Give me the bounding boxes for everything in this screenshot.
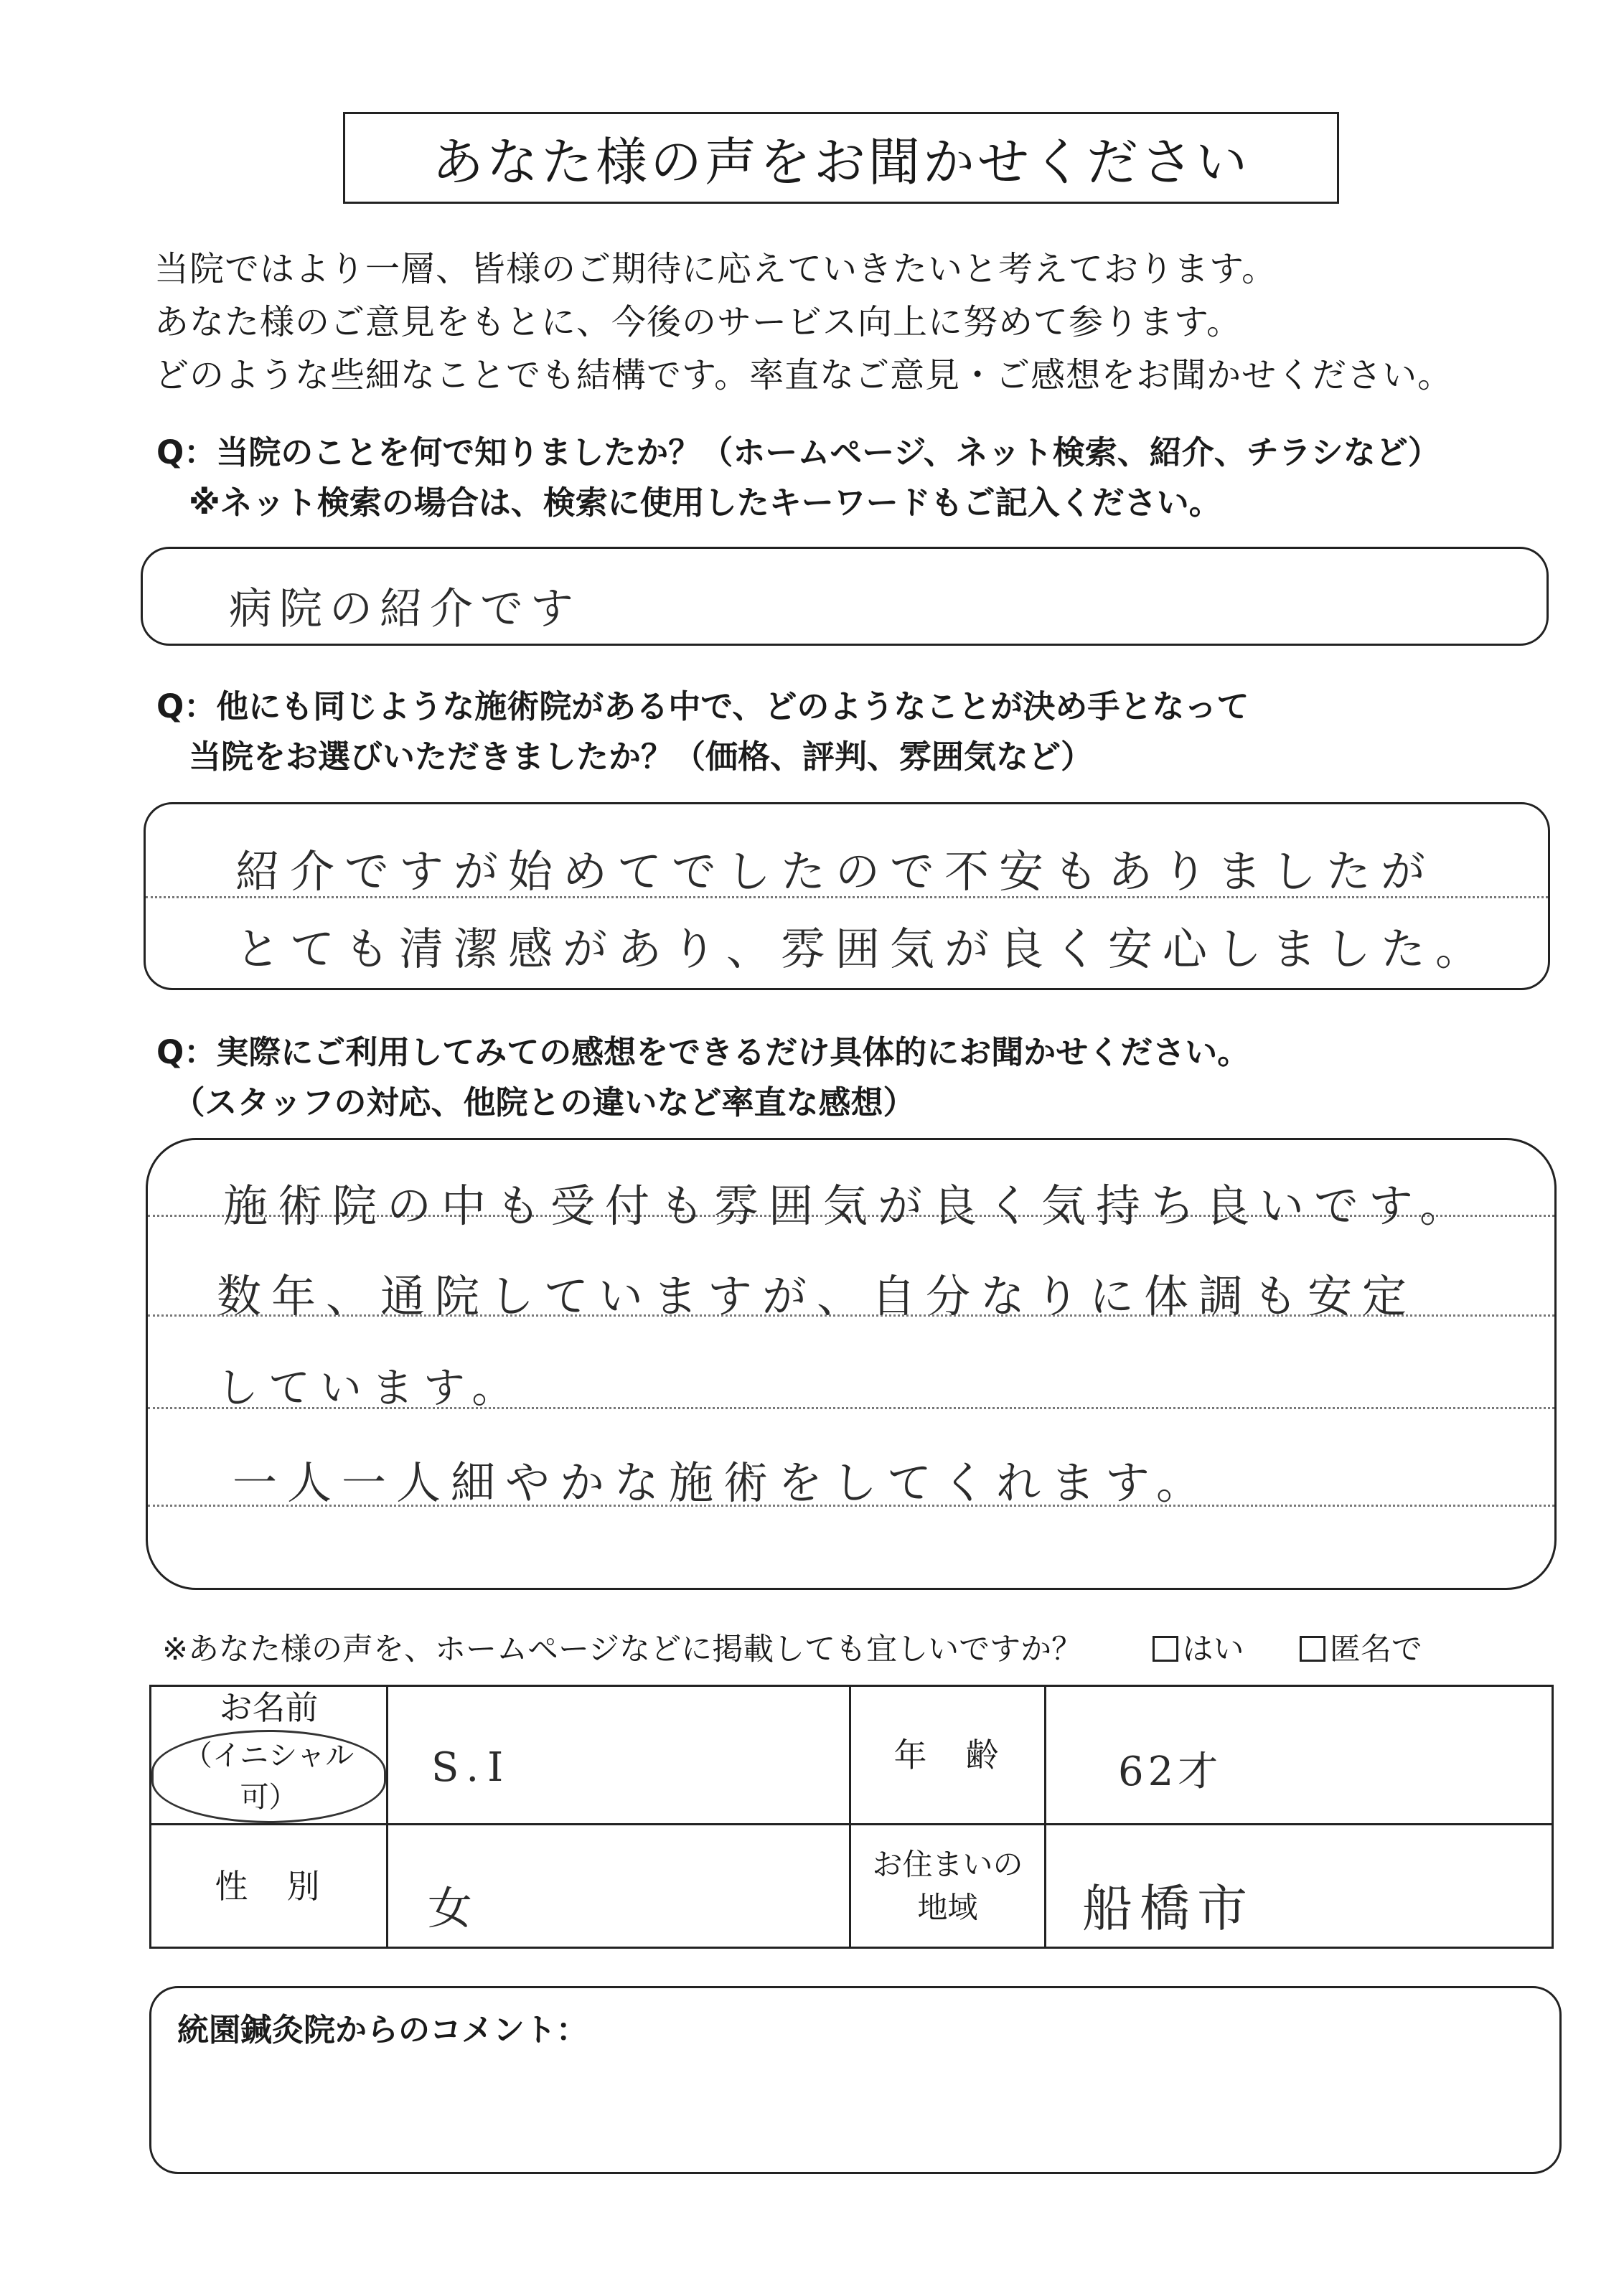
info-table [149,1685,1554,1949]
name-value: S.I [431,1744,512,1791]
area-value: 船橋市 [1082,1879,1254,1938]
age-label: 年 齢 [850,1686,1046,1825]
consent-text: ※あなた様の声を、ホームページなどに掲載しても宜しいですか？ [162,1632,1083,1667]
checkbox-icon[interactable] [1300,1636,1325,1662]
age-field[interactable] [1046,1686,1553,1825]
question-2 [156,682,1249,782]
gender-label: 性 別 [151,1825,388,1948]
gender-value: 女 [428,1882,473,1934]
page-title: あなた様の声をお聞かせください [343,112,1339,204]
checkbox-icon[interactable] [1153,1636,1178,1662]
question-line: Q：実際にご利用してみての感想をできるだけ具体的にお聞かせください。 [156,1033,1250,1071]
area-field[interactable] [1046,1825,1553,1948]
question-1 [156,428,1440,528]
question-line: ※ネット検索の場合は、検索に使用したキーワードもご記入ください。 [156,484,1221,522]
question-line: （スタッフの対応、他院との違いなど率直な感想） [156,1083,916,1121]
answer-text: とても清潔感があり、雰囲気が良く安心しました。 [235,923,1491,975]
intro-text [154,243,1452,402]
gender-field[interactable] [388,1825,850,1948]
consent-question [162,1625,1422,1669]
area-label: お住まいの [872,1846,1023,1882]
intro-line: あなた様のご意見をもとに、今後のサービス向上に努めて参ります。 [154,302,1242,342]
answer-box-1[interactable] [141,547,1549,646]
question-line: 当院をお選びいただきましたか？（価格、評判、雰囲気など） [156,738,1094,776]
comment-label: 統園鍼灸院からのコメント： [177,2012,588,2048]
name-note: （イニシャル可） [151,1730,386,1823]
answer-text: 紹介ですが始めてでしたので不安もありましたが [235,845,1436,898]
answer-text: しています。 [217,1363,524,1412]
question-line: Q：当院のことを何で知りましたか？（ホームページ、ネット検索、紹介、チラシなど） [156,433,1440,471]
intro-line: 当院ではより一層、皆様のご期待に応えていきたいと考えております。 [154,249,1277,289]
question-3 [156,1027,1249,1128]
name-label-cell [151,1686,388,1825]
consent-yes-option[interactable]: はい [1153,1632,1254,1667]
answer-text: 数年、通院していますが、自分なりに体調も安定 [217,1270,1417,1322]
answer-box-3[interactable] [146,1138,1557,1590]
area-label-cell [850,1825,1046,1948]
name-field[interactable] [388,1686,850,1825]
answer-text: 病院の紹介です [229,584,581,634]
intro-line: どのような些細なことでも結構です。率直なご意見・ご感想をお聞かせください。 [154,355,1453,395]
question-line: Q：他にも同じような施術院がある中で、どのようなことが決め手となって [156,687,1249,725]
area-label: 地域 [917,1889,978,1925]
name-label: お名前 [219,1688,319,1727]
answer-text: 一人一人細やかな施術をしてくれます。 [233,1457,1211,1509]
answer-box-2[interactable] [144,802,1550,990]
answer-text: 施術院の中も受付も雰囲気が良く気持ち良いです。 [223,1180,1475,1232]
comment-box [149,1986,1562,2174]
consent-anonymous-option[interactable]: 匿名で [1300,1632,1422,1667]
age-value: 62才 [1118,1749,1223,1795]
